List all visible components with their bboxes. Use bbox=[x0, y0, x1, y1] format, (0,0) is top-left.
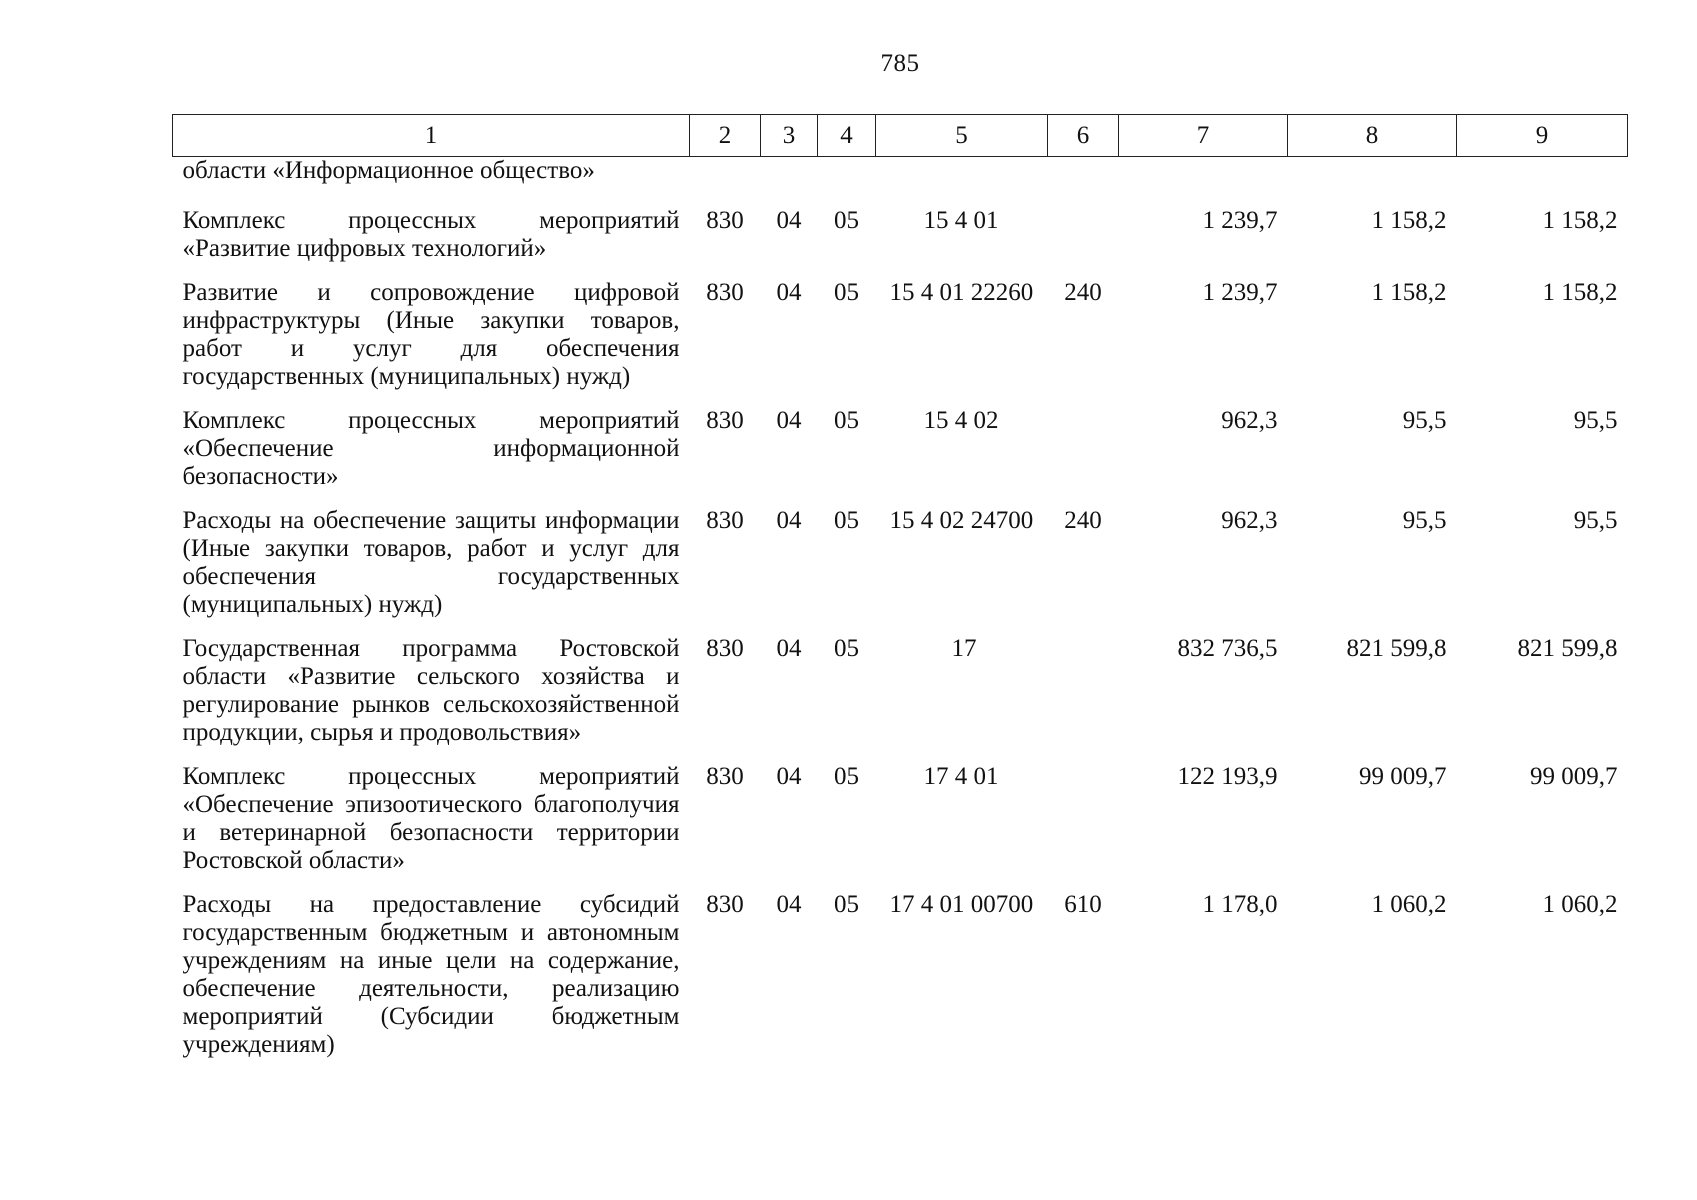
row-col-7: 122 193,9 bbox=[1177, 763, 1278, 790]
row-name: Комплекс процессных мероприятий «Развитие цифровых технологий» bbox=[182, 207, 680, 262]
row-col-9: 1 158,2 bbox=[1542, 207, 1618, 234]
header-col-7: 7 bbox=[1119, 115, 1288, 157]
row-col-4: 05 bbox=[834, 507, 859, 534]
row-col-7: 832 736,5 bbox=[1177, 635, 1278, 662]
row-col-5: 17 4 01 00700 bbox=[889, 891, 1034, 918]
row-name: Развитие и сопровождение цифровой инфраструктуры (Иные закупки товаров, работ и услуг для обеспечения государственных (муниципальных) нужд) bbox=[182, 279, 680, 390]
table-row bbox=[173, 879, 1628, 1063]
row-col-5: 15 4 02 bbox=[923, 407, 999, 434]
row-col-7: 1 178,0 bbox=[1202, 891, 1278, 918]
row-col-9: 821 599,8 bbox=[1517, 635, 1618, 662]
table-row bbox=[173, 495, 1628, 623]
table-row bbox=[173, 751, 1628, 879]
row-name: Комплекс процессных мероприятий «Обеспечение эпизоотического благополучия и ветеринарной безопасности территории Ростовской области» bbox=[182, 763, 680, 874]
row-col-9: 1 060,2 bbox=[1542, 891, 1618, 918]
row-col-8: 1 158,2 bbox=[1371, 207, 1447, 234]
row-col-3: 04 bbox=[776, 207, 802, 234]
budget-table bbox=[172, 114, 1628, 1063]
row-col-6: 610 bbox=[1064, 891, 1102, 918]
row-col-5: 15 4 02 24700 bbox=[889, 507, 1034, 534]
row-col-6 bbox=[1048, 395, 1119, 495]
row-col-8: 99 009,7 bbox=[1359, 763, 1447, 790]
row-col-4: 05 bbox=[834, 635, 859, 662]
continuation-text: области «Информационное общество» bbox=[182, 157, 595, 184]
row-col-5: 17 bbox=[951, 635, 977, 662]
table-row-continuation bbox=[173, 157, 1628, 196]
row-col-4: 05 bbox=[834, 763, 859, 790]
row-col-8: 1 158,2 bbox=[1371, 279, 1447, 306]
row-col-7: 1 239,7 bbox=[1202, 279, 1278, 306]
row-col-2: 830 bbox=[706, 207, 744, 234]
row-col-2: 830 bbox=[706, 763, 744, 790]
row-col-8: 95,5 bbox=[1402, 407, 1447, 434]
row-col-7: 1 239,7 bbox=[1202, 207, 1278, 234]
row-col-5: 17 4 01 bbox=[923, 763, 999, 790]
table-body bbox=[173, 157, 1628, 1064]
row-col-4: 05 bbox=[834, 407, 859, 434]
header-row bbox=[173, 115, 1628, 157]
row-col-2: 830 bbox=[706, 507, 744, 534]
row-col-7: 962,3 bbox=[1221, 407, 1278, 434]
row-col-3: 04 bbox=[776, 763, 802, 790]
header-col-6: 6 bbox=[1048, 115, 1119, 157]
row-col-5: 15 4 01 22260 bbox=[889, 279, 1034, 306]
page-number: 785 bbox=[880, 50, 920, 77]
header-col-4: 4 bbox=[818, 115, 876, 157]
table-row bbox=[173, 395, 1628, 495]
header-col-8: 8 bbox=[1288, 115, 1457, 157]
header-col-1: 1 bbox=[173, 115, 690, 157]
table-row bbox=[173, 267, 1628, 395]
row-col-3: 04 bbox=[776, 891, 802, 918]
row-name: Комплекс процессных мероприятий «Обеспечение информационной безопасности» bbox=[182, 407, 680, 490]
header-col-9: 9 bbox=[1457, 115, 1628, 157]
row-col-9: 1 158,2 bbox=[1542, 279, 1618, 306]
row-col-4: 05 bbox=[834, 207, 859, 234]
row-col-3: 04 bbox=[776, 407, 802, 434]
row-col-4: 05 bbox=[834, 891, 859, 918]
row-col-6: 240 bbox=[1064, 279, 1102, 306]
row-col-5: 15 4 01 bbox=[923, 207, 999, 234]
row-col-2: 830 bbox=[706, 279, 744, 306]
header-col-5: 5 bbox=[876, 115, 1048, 157]
row-col-8: 821 599,8 bbox=[1346, 635, 1447, 662]
row-col-9: 95,5 bbox=[1573, 507, 1618, 534]
row-col-3: 04 bbox=[776, 279, 802, 306]
row-col-8: 1 060,2 bbox=[1371, 891, 1447, 918]
row-col-6: 240 bbox=[1064, 507, 1102, 534]
header-col-2: 2 bbox=[690, 115, 761, 157]
table-row bbox=[173, 195, 1628, 267]
row-col-3: 04 bbox=[776, 635, 802, 662]
budget-table-container bbox=[172, 114, 1627, 1063]
row-col-9: 95,5 bbox=[1573, 407, 1618, 434]
row-col-4: 05 bbox=[834, 279, 859, 306]
row-name: Расходы на обеспечение защиты информации (Иные закупки товаров, работ и услуг для обеспечения государственных (муниципальных) нужд) bbox=[182, 507, 680, 618]
row-name: Государственная программа Ростовской области «Развитие сельского хозяйства и регулирование рынков сельскохозяйственной продукции, сырья и продовольствия» bbox=[182, 635, 680, 746]
row-col-6 bbox=[1048, 195, 1119, 267]
table-row bbox=[173, 623, 1628, 751]
row-col-2: 830 bbox=[706, 635, 744, 662]
row-col-3: 04 bbox=[776, 507, 802, 534]
table-header bbox=[173, 115, 1628, 157]
row-col-9: 99 009,7 bbox=[1530, 763, 1618, 790]
row-col-7: 962,3 bbox=[1221, 507, 1278, 534]
row-col-2: 830 bbox=[706, 407, 744, 434]
header-col-3: 3 bbox=[761, 115, 818, 157]
row-col-6 bbox=[1048, 623, 1119, 751]
row-col-2: 830 bbox=[706, 891, 744, 918]
row-name: Расходы на предоставление субсидий государственным бюджетным и автономным учреждениям на иные цели на содержание, обеспечение деятельности, реализацию мероприятий (Субсидии бюджетным учреждениям) bbox=[182, 891, 680, 1058]
row-col-6 bbox=[1048, 751, 1119, 879]
row-col-8: 95,5 bbox=[1402, 507, 1447, 534]
